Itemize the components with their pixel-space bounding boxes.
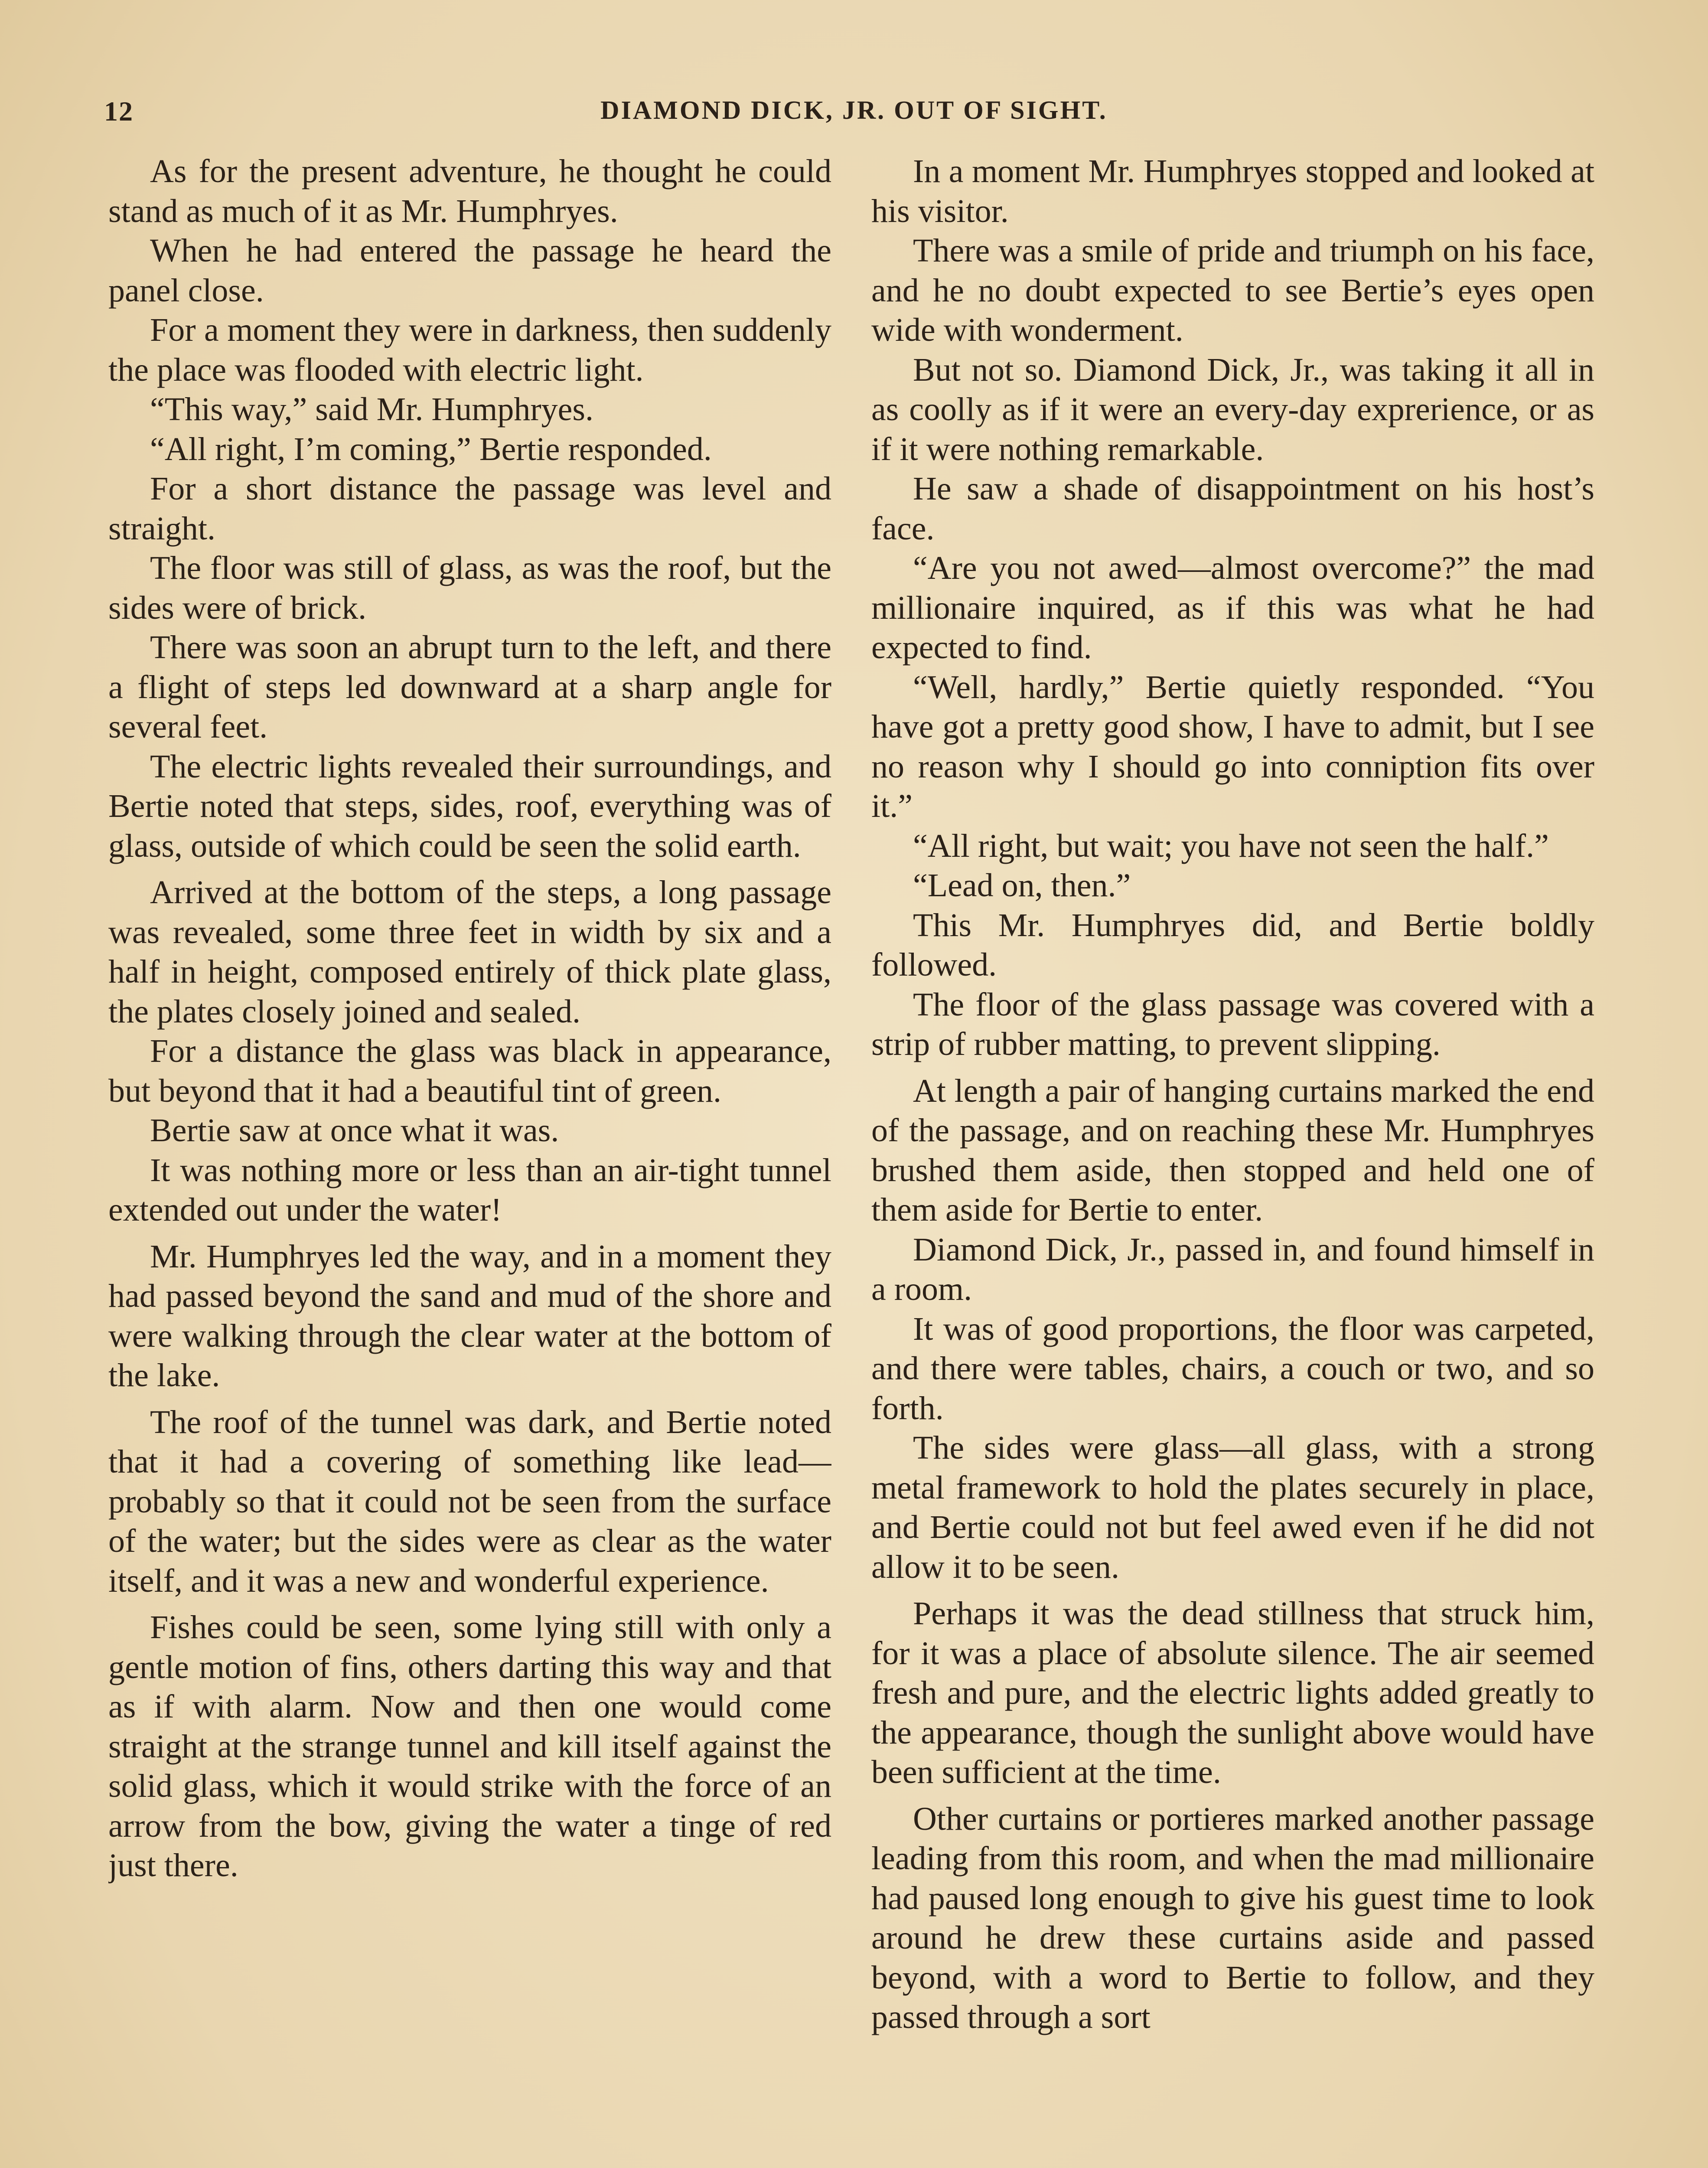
paragraph: This Mr. Humphryes did, and Bertie boldly followed. — [871, 907, 1594, 983]
paragraph: “This way,” said Mr. Humphryes. — [150, 391, 593, 428]
paragraph: Bertie saw at once what it was. — [150, 1112, 559, 1149]
paragraph: The electric lights revealed their surroundings, and Bertie noted that steps, sides, roof, everything was of glass, outside of which could be seen the solid earth. — [108, 748, 831, 864]
page-number: 12 — [104, 96, 134, 127]
paragraph: When he had entered the passage he heard the panel close. — [108, 232, 831, 309]
paragraph: The floor was still of glass, as was the roof, but the sides were of brick. — [108, 550, 831, 626]
paragraph: He saw a shade of disappointment on his host’s face. — [871, 470, 1594, 547]
paragraph: But not so. Diamond Dick, Jr., was taking it all in as coolly as if it were an every-day exprerience, or as if it were nothing remarkable. — [871, 351, 1594, 467]
paragraph: Mr. Humphryes led the way, and in a moment they had passed beyond the sand and mud of the shore and were walking through the clear water at the bottom of the lake. — [108, 1238, 831, 1394]
paragraph: The floor of the glass passage was covered with a strip of rubber matting, to prevent slipping. — [871, 986, 1594, 1062]
paragraph: “All right, but wait; you have not seen the half.” — [913, 827, 1549, 864]
paragraph: “All right, I’m coming,” Bertie responded. — [150, 431, 712, 467]
paragraph: At length a pair of hanging curtains marked the end of the passage, and on reaching these Mr. Humphryes brushed them aside, then stopped and held one of them aside for Bertie to enter. — [871, 1072, 1594, 1228]
paragraph: As for the present adventure, he thought he could stand as much of it as Mr. Humphryes. — [108, 153, 831, 229]
paragraph: There was a smile of pride and triumph on his face, and he no doubt expected to see Bertie’s eyes open wide with wonderment. — [871, 232, 1594, 348]
running-title: DIAMOND DICK, JR. OUT OF SIGHT. — [600, 96, 1108, 124]
paragraph: In a moment Mr. Humphryes stopped and looked at his visitor. — [871, 153, 1594, 229]
paragraph: The sides were glass—all glass, with a strong metal framework to hold the plates securely in place, and Bertie could not but feel awed even if he did not allow it to be seen. — [871, 1430, 1594, 1585]
paragraph: Diamond Dick, Jr., passed in, and found himself in a room. — [871, 1231, 1594, 1307]
paragraph: For a short distance the passage was level and straight. — [108, 470, 831, 547]
paragraph: It was of good proportions, the floor was carpeted, and there were tables, chairs, a couch or two, and so forth. — [871, 1310, 1594, 1427]
page-header — [104, 95, 1604, 147]
paragraph: “Lead on, then.” — [913, 867, 1131, 904]
left-column — [108, 152, 831, 2168]
paragraph: The roof of the tunnel was dark, and Bertie noted that it had a covering of something like lead—probably so that it could not be seen from the surface of the water; but the sides were as clear as the water itself, and it was a new and wonderful experience. — [108, 1404, 831, 1599]
right-column — [871, 152, 1594, 2168]
paragraph: For a distance the glass was black in appearance, but beyond that it had a beautiful tint of green. — [108, 1033, 831, 1109]
paragraph: Fishes could be seen, some lying still with only a gentle motion of fins, others darting this way and that as if with alarm. Now and then one would come straight at the strange tunnel and kill itself against the solid glass, which it would strike with the force of an arrow from the bow, giving the water a tinge of red just there. — [108, 1609, 831, 1884]
paragraph: “Are you not awed—almost overcome?” the mad millionaire inquired, as if this was what he had expected to find. — [871, 550, 1594, 666]
paragraph: There was soon an abrupt turn to the left, and there a flight of steps led downward at a sharp angle for several feet. — [108, 629, 831, 745]
paragraph: Perhaps it was the dead stillness that struck him, for it was a place of absolute silence. The air seemed fresh and pure, and the electric lights added greatly to the appearance, though the sunlight above would have been sufficient at the time. — [871, 1595, 1594, 1790]
paragraph: “Well, hardly,” Bertie quietly responded. “You have got a pretty good show, I have to admit, but I see no reason why I should go into conniption fits over it.” — [871, 669, 1594, 824]
paragraph: For a moment they were in darkness, then suddenly the place was flooded with electric light. — [108, 312, 831, 388]
paragraph: Other curtains or portieres marked another passage leading from this room, and when the mad millionaire had paused long enough to give his guest time to look around he drew these curtains aside and passed beyond, with a word to Bertie to follow, and they passed through a sort — [871, 1800, 1594, 2035]
paragraph: Arrived at the bottom of the steps, a long passage was revealed, some three feet in width by six and a half in height, composed entirely of thick plate glass, the plates closely joined and sealed. — [108, 874, 831, 1030]
paragraph: It was nothing more or less than an air-tight tunnel extended out under the water! — [108, 1152, 831, 1228]
